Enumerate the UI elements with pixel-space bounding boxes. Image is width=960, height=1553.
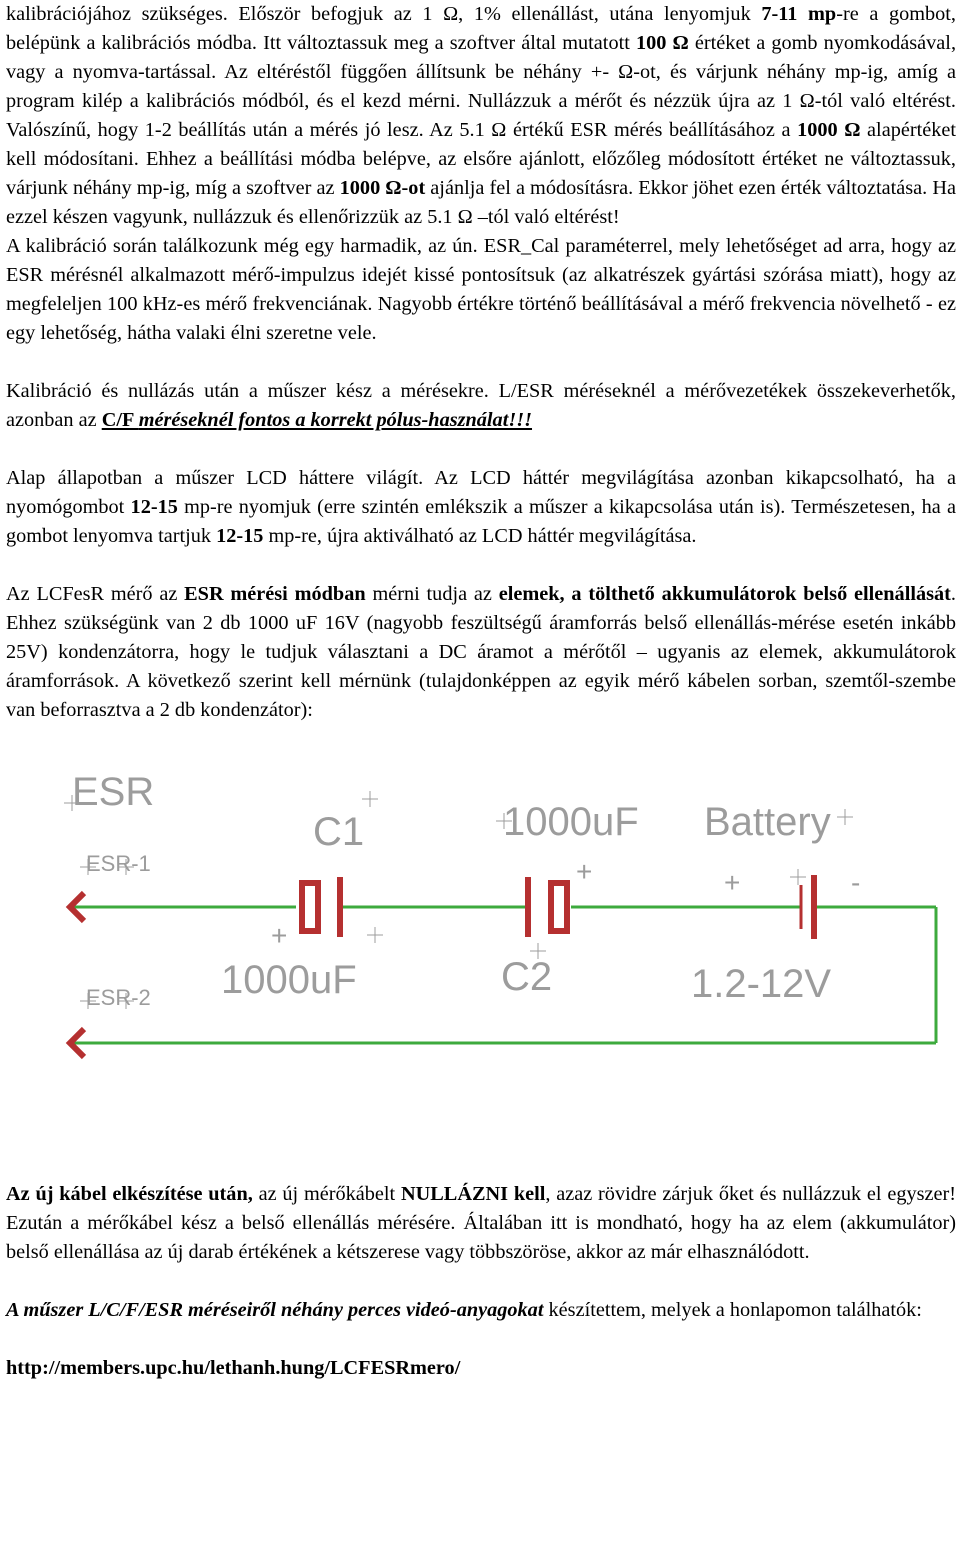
text-run: értéket a gomb nyomkodásával, vagy a nyomva-tartással. Az eltéréstől függően állítsunk be néhány +- Ω-ot, és várjunk néhány mp-ig, amíg a program kilép a kalibrációs módból, és el kezd mérni. Nullázzuk a mérőt és nézzük újra az 1 Ω-tól való eltérést. Valószínű, hogy 1-2 beállítás után a mérés jó lesz. Az 5.1 Ω értékű ESR mérés beállításához a bbox=[6, 32, 957, 141]
text-run: Az LCFesR mérő az bbox=[6, 583, 185, 605]
text-run: 100 Ω bbox=[635, 32, 689, 54]
capacitor-c1-plate-hollow bbox=[302, 883, 318, 931]
text-run: az új mérőkábelt bbox=[252, 1183, 401, 1205]
c1-plus: + bbox=[271, 920, 288, 951]
c2-value: 1000uF bbox=[503, 800, 639, 844]
text-run: NULLÁZNI kell bbox=[400, 1183, 546, 1205]
c2-name: C2 bbox=[501, 955, 553, 999]
text-run: . Ehhez szükségünk van 2 db 1000 uF 16V (nagyobb feszültségű áramforrás belső ellenállás-mérése esetén inkább 25V) kondenzátorra, hogy le tudjuk választani a DC áramot a mérőtől – ugyanis az elemek, akkumulátorok áramforrások. A következő szerint kell mérnünk (tulajdonképpen az egyik mérő kábelen sorban, szemtől-szembe van beforrasztva a 2 db kondenzátor): bbox=[6, 583, 956, 721]
text-run: 12-15 bbox=[130, 496, 178, 518]
battery-plus: + bbox=[724, 867, 741, 898]
battery-title: Battery bbox=[704, 800, 831, 844]
text-run: Kalibráció és nullázás után a műszer kész a mérésekre. L/ESR méréseknél a mérővezetékek összekeverhetők, azonban az bbox=[6, 380, 956, 431]
homepage-link[interactable]: http://members.upc.hu/lethanh.hung/LCFESRmero/ bbox=[6, 1357, 461, 1379]
origin-cross bbox=[367, 927, 383, 943]
esr1-label: ESR-1 bbox=[86, 851, 151, 876]
text-run: mp-re nyomjuk (erre szintén emlékszik a műszer a kikapcsolása után is). Természetesen, ha a gombot lenyomva tartjuk bbox=[6, 496, 956, 547]
paragraph-ready bbox=[6, 377, 956, 435]
battery-minus: - bbox=[851, 867, 861, 898]
origin-cross bbox=[837, 809, 853, 825]
paragraph-videos bbox=[6, 1296, 956, 1325]
text-run: kalibrációjához szükséges. Először befogjuk az 1 Ω, 1% ellenállást, utána lenyomjuk bbox=[6, 3, 762, 25]
text-run: mérni tudja az bbox=[365, 583, 499, 605]
text-run: elemek, a tölthető akkumulátorok belső ellenállását bbox=[498, 583, 951, 605]
text-run: készítettem, melyek a honlapomon találhatók: bbox=[543, 1299, 922, 1321]
circuit-svg bbox=[6, 765, 956, 1135]
text-run: 1000 Ω-ot bbox=[339, 177, 426, 199]
text-run: Alap állapotban a műszer LCD háttere világít. Az LCD háttér megvilágítása azonban kikapcsolható, ha a nyomógombot bbox=[6, 467, 956, 518]
c1-value: 1000uF bbox=[221, 958, 357, 1002]
c1-name: C1 bbox=[313, 810, 365, 854]
battery-voltage: 1.2-12V bbox=[691, 962, 832, 1006]
text-run: méréseknél fontos a korrekt pólus-használat!!! bbox=[138, 409, 533, 431]
paragraph-new-cable bbox=[6, 1180, 956, 1267]
document-page bbox=[6, 0, 956, 1383]
text-run: ESR mérési módban bbox=[184, 583, 366, 605]
c2-plus: + bbox=[576, 856, 593, 887]
paragraph-battery-measure bbox=[6, 580, 956, 725]
text-run: 7-11 mp bbox=[761, 3, 837, 25]
text-run: alapértéket kell módosítani. Ehhez a beállítási módba belépve, az elsőre ajánlott, előzőleg módosított értéket ne változtassuk, várjunk néhány mp-ig, míg a szoftver az bbox=[6, 119, 957, 199]
text-run: , azaz rövidre zárjuk őket és nullázzuk el egyszer! Ezután a mérőkábel kész a belső ellenállás mérésére. Általában itt is mondható, hogy ha az elem (akkumulátor) belső ellenállása az új darab értékének a kétszerese vagy többszöröse, akkor az már elhasználódott. bbox=[6, 1183, 957, 1263]
esr-title: ESR bbox=[72, 770, 155, 814]
paragraph-calibration bbox=[6, 0, 956, 232]
text-run: C/F bbox=[101, 409, 139, 431]
origin-cross bbox=[362, 791, 378, 807]
text-run: 1000 Ω bbox=[797, 119, 861, 141]
text-run: -re a gombot, belépünk a kalibrációs módba. Itt változtassuk meg a szoftver által mutatott bbox=[6, 3, 956, 54]
text-run: mp-re, újra aktiválható az LCD háttér megvilágítása. bbox=[263, 525, 697, 547]
text-run: A kalibráció során találkozunk még egy harmadik, az ún. ESR_Cal paraméterrel, mely lehetőséget ad arra, hogy az ESR mérésnél alkalmazott mérő-impulzus idejét kissé pontosítsuk (az alkatrészek gyártási szórása miatt), hogy az megfeleljen 100 kHz-es mérő frekvenciának. Nagyobb értékre történő beállításával a mérő frekvencia növelhető - ez egy lehetőség, hátha valaki élni szeretne vele. bbox=[6, 235, 956, 344]
paragraph-backlight bbox=[6, 464, 956, 551]
text-run: 12-15 bbox=[216, 525, 264, 547]
origin-cross bbox=[790, 869, 806, 885]
text-run: Az új kábel elkészítése után, bbox=[6, 1183, 253, 1205]
esr2-label: ESR-2 bbox=[86, 985, 151, 1010]
circuit-diagram bbox=[6, 765, 956, 1135]
text-run: ajánlja fel a módosításra. Ekkor jöhet ezen érték változtatása. Ha ezzel készen vagyunk, nullázzuk és ellenőrizzük az 5.1 Ω –tól való eltérést! bbox=[6, 177, 956, 228]
capacitor-c2-plate-hollow bbox=[551, 883, 567, 931]
paragraph-esr-cal bbox=[6, 232, 956, 348]
text-run: A műszer L/C/F/ESR méréseiről néhány perces videó-anyagokat bbox=[6, 1299, 544, 1321]
